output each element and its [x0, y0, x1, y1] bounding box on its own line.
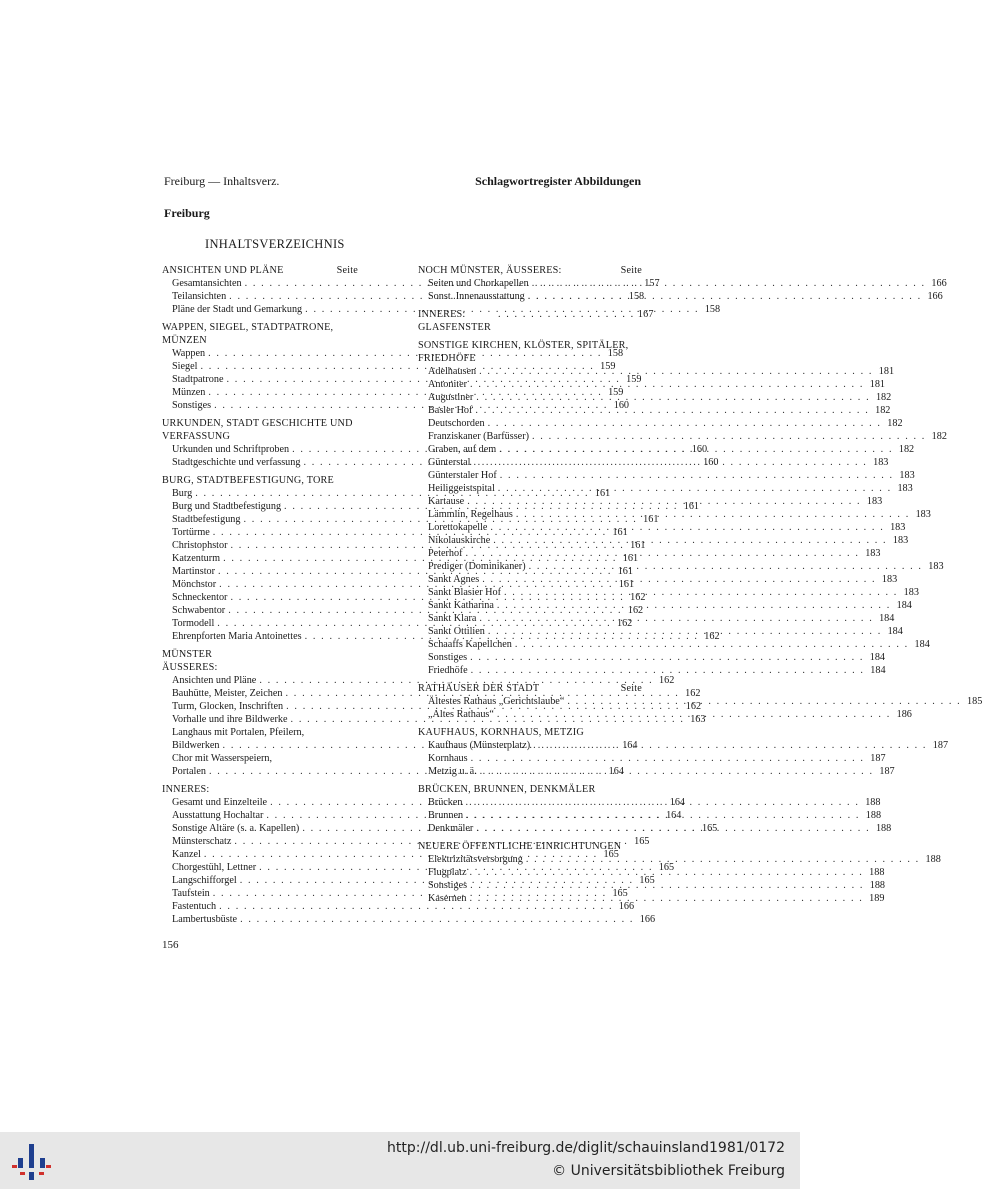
page-ref: 162 — [630, 592, 646, 603]
entry-title: Wappen — [172, 348, 206, 359]
entry-title: Peterhof — [428, 548, 463, 559]
page-ref: 166 — [618, 901, 635, 912]
page-number: 156 — [162, 939, 179, 951]
entry-title: Pläne der Stadt und Gemarkung — [172, 304, 303, 315]
toc-entry — [418, 651, 886, 664]
page-ref: 159 — [600, 361, 616, 372]
page-ref: 183 — [899, 470, 915, 481]
entry-title: Basler Hof — [428, 405, 473, 416]
entry-title: Prediger (Dominikaner) — [428, 561, 526, 572]
toc-entry — [162, 913, 656, 926]
page-ref: 183 — [892, 535, 909, 546]
toc-entry — [418, 430, 947, 443]
entry-title: Bauhütte, Meister, Zeichen — [172, 688, 283, 699]
page-ref: 161 — [618, 579, 635, 590]
entry-title: Ältestes Rathaus „Gerichtslaube“ — [428, 696, 565, 707]
page-ref: 165 — [612, 888, 628, 899]
entry-title: Stadtbefestigung — [172, 514, 241, 525]
page-ref: 166 — [639, 914, 656, 925]
section-heading — [418, 339, 642, 365]
entry-title: Kartause — [428, 496, 465, 507]
page-ref: 182 — [931, 431, 947, 442]
page-ref: 183 — [915, 509, 931, 520]
entry-title: Seiten und Chorkapellen — [428, 278, 529, 289]
page-ref: 158 — [704, 304, 721, 315]
leader-dots — [471, 752, 865, 765]
leader-dots — [488, 417, 882, 430]
page-ref: 167 — [637, 309, 654, 320]
page-ref: 188 — [869, 880, 886, 891]
page-ref: 164 — [666, 810, 682, 821]
entry-title: Siegel — [172, 361, 198, 372]
entry-title: Tortürme — [172, 527, 210, 538]
entry-title: Kaufhaus (Münsterplatz) — [428, 740, 531, 751]
page-ref: 183 — [881, 574, 898, 585]
section-heading — [162, 648, 358, 661]
section-heading — [418, 264, 642, 277]
entry-title: Sankt Klara — [428, 613, 477, 624]
leader-dots — [479, 612, 873, 625]
copyright-notice: © Universitätsbibliothek Freiburg — [552, 1163, 785, 1179]
entry-title: Nikolauskirche — [428, 535, 491, 546]
page-ref: 161 — [622, 553, 639, 564]
page-ref: 188 — [869, 867, 885, 878]
toc-entry — [418, 547, 881, 560]
page-ref: 165 — [658, 862, 675, 873]
entry-title: Sankt Blasier Hof — [428, 587, 501, 598]
toc-entry — [418, 765, 895, 778]
page-ref: 182 — [898, 444, 915, 455]
entry-title: Antoniter — [428, 379, 468, 390]
entry-title: Sonst. Innenausstattung — [428, 291, 525, 302]
entry-title: Brücken — [428, 797, 463, 808]
entry-title: Münzen — [172, 387, 206, 398]
entry-title: Ausstattung Hochaltar — [172, 810, 264, 821]
page-ref: 184 — [896, 600, 912, 611]
toc-entry — [418, 853, 941, 866]
page-ref: 161 — [643, 514, 659, 525]
leader-dots — [469, 866, 863, 879]
page-ref: 159 — [626, 374, 642, 385]
toc-title: INHALTSVERZEICHNIS — [205, 237, 345, 251]
entry-title: Sonstiges — [172, 400, 212, 411]
entry-title: Sonstiges — [428, 652, 468, 663]
toc-entry — [162, 752, 358, 765]
entry-title: Stadtpatrone — [172, 374, 224, 385]
entry-title: Friedhöfe — [428, 665, 468, 676]
leader-dots — [479, 365, 873, 378]
page-ref: 161 — [594, 488, 611, 499]
leader-dots — [532, 277, 926, 290]
page-ref: 162 — [627, 605, 644, 616]
toc-entry — [418, 892, 885, 905]
leader-dots — [476, 822, 870, 835]
page-ref: 162 — [685, 688, 701, 699]
section-heading — [418, 840, 642, 853]
leader-dots — [499, 443, 893, 456]
page-ref: 162 — [616, 618, 633, 629]
toc-entry — [418, 365, 895, 378]
entry-title: Tormodell — [172, 618, 215, 629]
leader-dots — [526, 853, 920, 866]
entry-title: Franziskaner (Barfüsser) — [428, 431, 529, 442]
page-ref: 183 — [866, 496, 883, 507]
leader-dots — [482, 573, 876, 586]
section-heading-label: WAPPEN, SIEGEL, STADTPATRONE, MÜNZEN — [162, 322, 334, 346]
leader-dots — [475, 404, 869, 417]
entry-title: Günterstal — [428, 457, 471, 468]
page-ref: 166 — [927, 291, 943, 302]
page-ref: 162 — [685, 701, 702, 712]
entry-title: Turm, Glocken, Inschriften — [172, 701, 284, 712]
leader-dots — [469, 892, 863, 905]
leader-dots — [488, 625, 882, 638]
toc-section — [418, 308, 654, 334]
entry-title: Münsterschatz — [172, 836, 232, 847]
toc-entry — [418, 638, 930, 651]
leader-dots — [480, 765, 874, 778]
page-ref: 160 — [703, 457, 719, 468]
page-ref: 186 — [896, 709, 912, 720]
entry-title: Metzig u. ä. — [428, 766, 477, 777]
toc-entry — [162, 900, 635, 913]
entry-title: Christophstor — [172, 540, 228, 551]
page-ref: 165 — [603, 849, 619, 860]
leader-dots — [467, 495, 861, 508]
entry-title: Elektrizitätsversorgung — [428, 854, 523, 865]
entry-title: Lämmlin, Regelhaus — [428, 509, 513, 520]
page-ref: 162 — [704, 631, 720, 642]
leader-dots — [500, 469, 894, 482]
toc-entry — [418, 739, 949, 752]
viewer-footer — [0, 1132, 800, 1189]
section-heading-label: BRÜCKEN, BRUNNEN, DENKMÄLER — [418, 784, 596, 795]
section-heading — [162, 321, 358, 347]
section-heading — [418, 726, 642, 739]
entry-title: Martinstor — [172, 566, 216, 577]
leader-dots — [493, 534, 887, 547]
leader-dots: . . . . . . . . . . . . . . . . . — [497, 309, 635, 320]
toc-entry — [418, 391, 892, 404]
leader-dots — [470, 651, 864, 664]
toc-entry — [418, 573, 898, 586]
entry-title: Lambertusbüste — [172, 914, 238, 925]
leader-dots — [528, 290, 922, 303]
section-heading-label: INNERES: — [162, 784, 210, 795]
section-heading-label: ANSICHTEN UND PLÄNE — [162, 265, 284, 276]
page-ref: 182 — [875, 392, 892, 403]
toc-entry — [418, 482, 913, 495]
entry-title: Mönchstor — [172, 579, 217, 590]
page-ref: 183 — [903, 587, 919, 598]
page-ref: 166 — [931, 278, 947, 289]
page-ref: 183 — [865, 548, 881, 559]
source-url-link[interactable]: http://dl.ub.uni-freiburg.de/diglit/schauinsland1981/0172 — [387, 1140, 785, 1156]
section-heading-label: INNERES: GLASFENSTER — [418, 309, 491, 333]
toc-entry — [418, 469, 915, 482]
toc-section — [418, 726, 949, 778]
entry-title: Günterstaler Hof — [428, 470, 497, 481]
page-ref: 161 — [630, 540, 646, 551]
entry-title: Schaaffs Kapellchen — [428, 639, 512, 650]
toc-entry — [418, 521, 906, 534]
page-ref: 183 — [897, 483, 913, 494]
entry-title: Fastentuch — [172, 901, 217, 912]
page-ref: 165 — [634, 836, 650, 847]
page-ref: 187 — [932, 740, 949, 751]
running-header-left: Freiburg — Inhaltsverz. — [164, 174, 280, 188]
section-heading-label: NOCH MÜNSTER, ÄUSSERES: — [418, 265, 562, 276]
entry-title: Schwabentor — [172, 605, 226, 616]
toc-entry — [418, 599, 912, 612]
entry-title: Lorettokapelle — [428, 522, 488, 533]
page-ref: 184 — [914, 639, 930, 650]
toc-entry — [418, 612, 895, 625]
leader-dots — [466, 809, 860, 822]
page-ref: 161 — [617, 566, 633, 577]
running-header-right: Schlagwortregister Abbildungen — [475, 174, 641, 188]
entry-title: Vorhalle und ihre Bildwerke — [172, 714, 288, 725]
page-ref: 163 — [690, 714, 706, 725]
entry-title: Sonstige Altäre (s. a. Kapellen) — [172, 823, 300, 834]
entry-title: Heiliggeistspital — [428, 483, 495, 494]
toc-entry — [418, 417, 903, 430]
leader-dots — [504, 586, 898, 599]
page-ref: 188 — [865, 810, 882, 821]
entry-title: Graben, auf dem — [428, 444, 497, 455]
entry-title: Katzenturm — [172, 553, 221, 564]
page-ref: 157 — [644, 278, 660, 289]
page-ref: 183 — [928, 561, 944, 572]
entry-title: Langschifforgel — [172, 875, 237, 886]
entry-title: Urkunden und Schriftproben — [172, 444, 290, 455]
page-ref: 188 — [875, 823, 892, 834]
page-ref: 164 — [669, 797, 686, 808]
entry-title: Burg — [172, 488, 193, 499]
seite-label: Seite — [336, 265, 358, 276]
section-heading — [162, 417, 358, 443]
entry-title: Chor mit Wasserspeiern, — [172, 753, 272, 764]
page-ref: 189 — [869, 893, 885, 904]
section-heading-label: NEUERE ÖFFENTLICHE EINRICHTUNGEN — [418, 841, 622, 852]
toc-entry — [418, 664, 886, 677]
leader-dots — [490, 521, 884, 534]
toc-entry — [162, 674, 675, 687]
leader-dots — [470, 378, 864, 391]
leader-dots — [240, 913, 634, 926]
page-ref: 187 — [879, 766, 895, 777]
section-heading-label: RATHÄUSER DER STADT — [418, 683, 540, 694]
leader-dots — [471, 664, 865, 677]
page-ref: 184 — [870, 665, 886, 676]
toc-entry — [418, 378, 885, 391]
section-heading — [162, 474, 358, 487]
page-ref: 181 — [878, 366, 895, 377]
section-heading — [418, 308, 654, 334]
toc-entry — [418, 560, 944, 573]
entry-title: Gesamtansichten — [172, 278, 242, 289]
entry-title: Augustiner — [428, 392, 474, 403]
page-ref: 164 — [608, 766, 624, 777]
leader-dots — [533, 739, 927, 752]
section-heading-label: URKUNDEN, STADT GESCHICHTE UND VERFASSUNG — [162, 418, 353, 442]
city-heading: Freiburg — [164, 206, 210, 220]
entry-title: Portalen — [172, 766, 206, 777]
ub-freiburg-logo-icon — [12, 1142, 52, 1182]
toc-entry — [162, 726, 358, 739]
entry-title: Langhaus mit Portalen, Pfeilern, — [172, 727, 305, 738]
entry-title: Teilansichten — [172, 291, 227, 302]
entry-title: Flugplatz — [428, 867, 467, 878]
page-ref: 159 — [608, 387, 624, 398]
section-heading — [162, 264, 358, 277]
section-heading-label: KAUFHAUS, KORNHAUS, METZIG — [418, 727, 584, 738]
toc-entry — [418, 752, 886, 765]
page-ref: 165 — [701, 823, 718, 834]
leader-dots — [516, 508, 910, 521]
page-ref: 181 — [869, 379, 885, 390]
section-heading — [162, 783, 358, 796]
seite-label: Seite — [620, 265, 642, 276]
page-ref: 183 — [873, 457, 889, 468]
entry-title: Bildwerken — [172, 740, 220, 751]
subsection-heading: ÄUSSERES: — [162, 662, 218, 673]
section-heading — [418, 783, 642, 796]
page-ref: 165 — [639, 875, 655, 886]
entry-title: Brunnen — [428, 810, 464, 821]
entry-title: „Altes Rathaus“ — [428, 709, 494, 720]
page-ref: 162 — [659, 675, 675, 686]
page-ref: 158 — [607, 348, 624, 359]
entry-title: Adelhausen — [428, 366, 477, 377]
entry-title: Sankt Ottilien — [428, 626, 485, 637]
entry-title: Chorgestühl, Lettner — [172, 862, 257, 873]
page-ref: 187 — [870, 753, 886, 764]
leader-dots — [466, 547, 860, 560]
page-ref: 184 — [879, 613, 895, 624]
leader-dots — [466, 796, 860, 809]
entry-title: Kornhaus — [428, 753, 468, 764]
page-ref: 185 — [967, 696, 982, 707]
toc-entry — [418, 404, 891, 417]
leader-dots — [532, 430, 926, 443]
page-ref: 188 — [925, 854, 941, 865]
page-ref: 158 — [628, 291, 645, 302]
entry-title: Ehrenpforten Maria Antoinettes — [172, 631, 302, 642]
page-ref: 188 — [865, 797, 881, 808]
leader-dots — [567, 695, 961, 708]
page-ref: 161 — [683, 501, 699, 512]
entry-title: Kanzel — [172, 849, 201, 860]
entry-title: Schneckentor — [172, 592, 228, 603]
leader-dots — [498, 482, 892, 495]
section-heading — [418, 682, 642, 695]
page-ref: 183 — [890, 522, 906, 533]
page-ref: 160 — [613, 400, 630, 411]
leader-dots — [497, 599, 891, 612]
entry-title: Sankt Agnes — [428, 574, 480, 585]
page-ref: 182 — [887, 418, 903, 429]
entry-title: Sankt Katharina — [428, 600, 494, 611]
entry-title: Ansichten und Pläne — [172, 675, 257, 686]
entry-title: Gesamt und Einzelteile — [172, 797, 268, 808]
page-ref: 184 — [887, 626, 903, 637]
entry-title: Sonstiges — [428, 880, 468, 891]
seite-label: Seite — [620, 683, 642, 694]
toc-entry — [418, 290, 943, 303]
leader-dots — [515, 638, 909, 651]
entry-title: Denkmäler — [428, 823, 474, 834]
section-heading-label: SONSTIGE KIRCHEN, KLÖSTER, SPITÄLER, FRIEDHÖFE — [418, 340, 629, 364]
section-heading-label: BURG, STADTBEFESTIGUNG, TORE — [162, 475, 334, 486]
page-ref: 160 — [691, 444, 708, 455]
page-ref: 182 — [875, 405, 891, 416]
page-ref: 161 — [612, 527, 628, 538]
page-ref: 184 — [869, 652, 886, 663]
leader-dots — [497, 708, 891, 721]
entry-title: Stadtgeschichte und verfassung — [172, 457, 301, 468]
entry-title: Taufstein — [172, 888, 210, 899]
leader-dots — [470, 879, 864, 892]
leader-dots — [473, 456, 867, 469]
entry-title: Deutschorden — [428, 418, 485, 429]
entry-title: Burg und Stadtbefestigung — [172, 501, 282, 512]
leader-dots — [529, 560, 923, 573]
section-heading-label: MÜNSTER — [162, 649, 213, 660]
entry-title: Kasernen — [428, 893, 467, 904]
leader-dots — [476, 391, 870, 404]
page-ref: 164 — [622, 740, 638, 751]
